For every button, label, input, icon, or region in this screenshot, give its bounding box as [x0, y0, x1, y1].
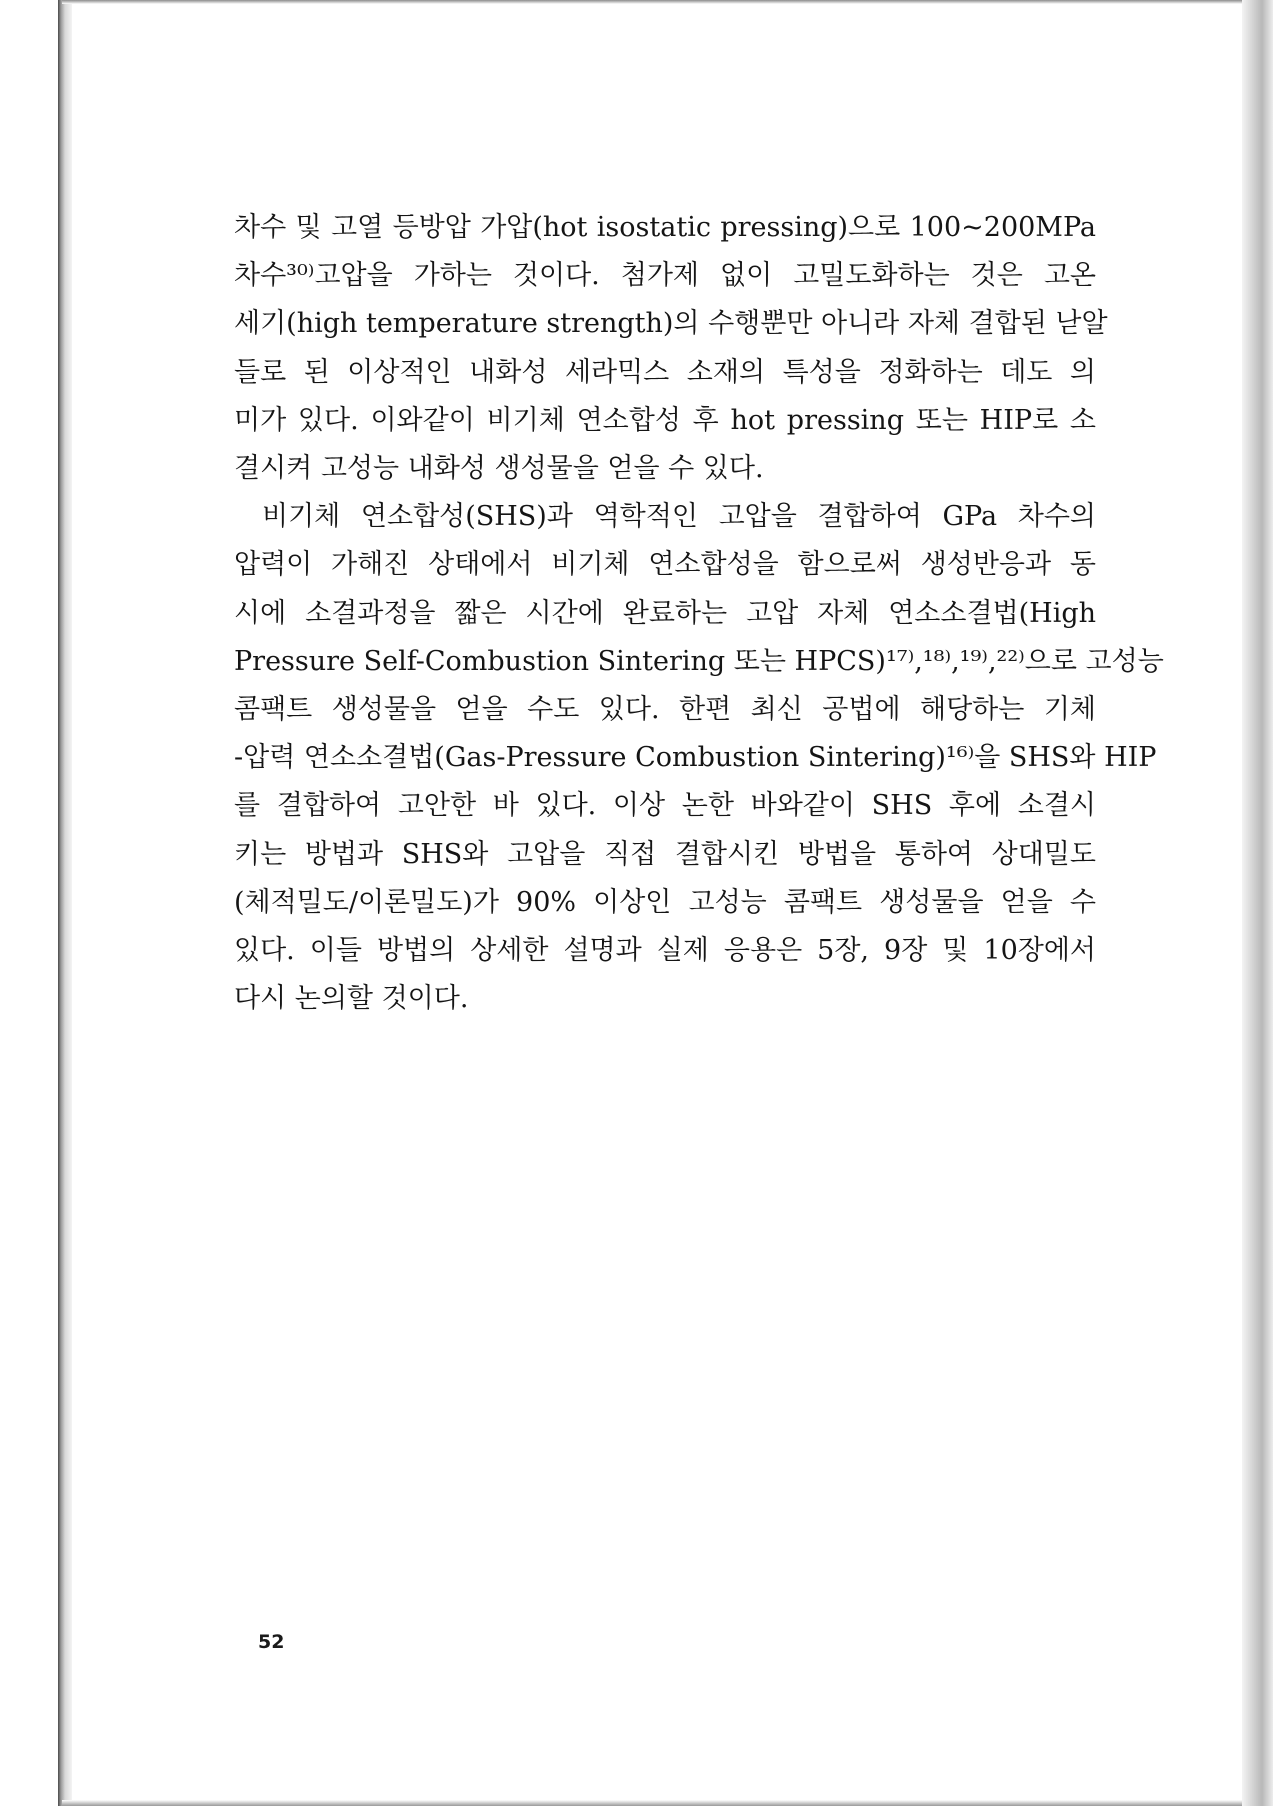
text-line: 결시켜 고성능 내화성 생성물을 얻을 수 있다.: [234, 453, 764, 485]
text-line: Pressure Self-Combustion Sintering 또는 HPCS)¹⁷⁾,¹⁸⁾,¹⁹⁾,²²⁾으로 고성능: [234, 645, 1164, 677]
text-line: 비기체 연소합성(SHS)과 역학적인 고압을 결합하여 GPa 차수의: [262, 501, 1096, 533]
page-top-edge: [62, 0, 1242, 4]
page-number: 52: [258, 1631, 285, 1653]
text-line: 미가 있다. 이와같이 비기체 연소합성 후 hot pressing 또는 HIP로 소: [234, 404, 1096, 436]
text-line: -압력 연소소결법(Gas-Pressure Combustion Sintering)¹⁶⁾을 SHS와 HIP: [234, 742, 1157, 774]
page-bottom-edge: [62, 1800, 1242, 1806]
body-text: [234, 204, 1164, 1023]
text-line: 차수³⁰⁾고압을 가하는 것이다. 첨가제 없이 고밀도화하는 것은 고온: [234, 260, 1096, 292]
text-line: 압력이 가해진 상태에서 비기체 연소합성을 함으로써 생성반응과 동: [234, 549, 1096, 581]
text-line: 세기(high temperature strength)의 수행뿐만 아니라 자체 결합된 낟알: [234, 308, 1108, 340]
text-line: 차수 및 고열 등방압 가압(hot isostatic pressing)으로 100~200MPa: [234, 212, 1096, 243]
text-line: 키는 방법과 SHS와 고압을 직접 결합시킨 방법을 통하여 상대밀도: [234, 838, 1096, 870]
text-line: 들로 된 이상적인 내화성 세라믹스 소재의 특성을 정화하는 데도 의: [234, 356, 1096, 388]
text-line: (체적밀도/이론밀도)가 90% 이상인 고성능 콤팩트 생성물을 얻을 수: [234, 886, 1096, 918]
text-line: 다시 논의할 것이다.: [234, 983, 469, 1015]
page-spine-shadow: [58, 0, 72, 1806]
text-line: 있다. 이들 방법의 상세한 설명과 실제 응용은 5장, 9장 및 10장에서: [234, 935, 1096, 967]
text-line: 시에 소결과정을 짧은 시간에 완료하는 고압 자체 연소소결법(High: [234, 597, 1096, 629]
text-line: 를 결합하여 고안한 바 있다. 이상 논한 바와같이 SHS 후에 소결시: [234, 790, 1096, 822]
text-line: 콤팩트 생성물을 얻을 수도 있다. 한편 최신 공법에 해당하는 기체: [234, 694, 1096, 726]
page-right-edge: [1242, 0, 1273, 1806]
